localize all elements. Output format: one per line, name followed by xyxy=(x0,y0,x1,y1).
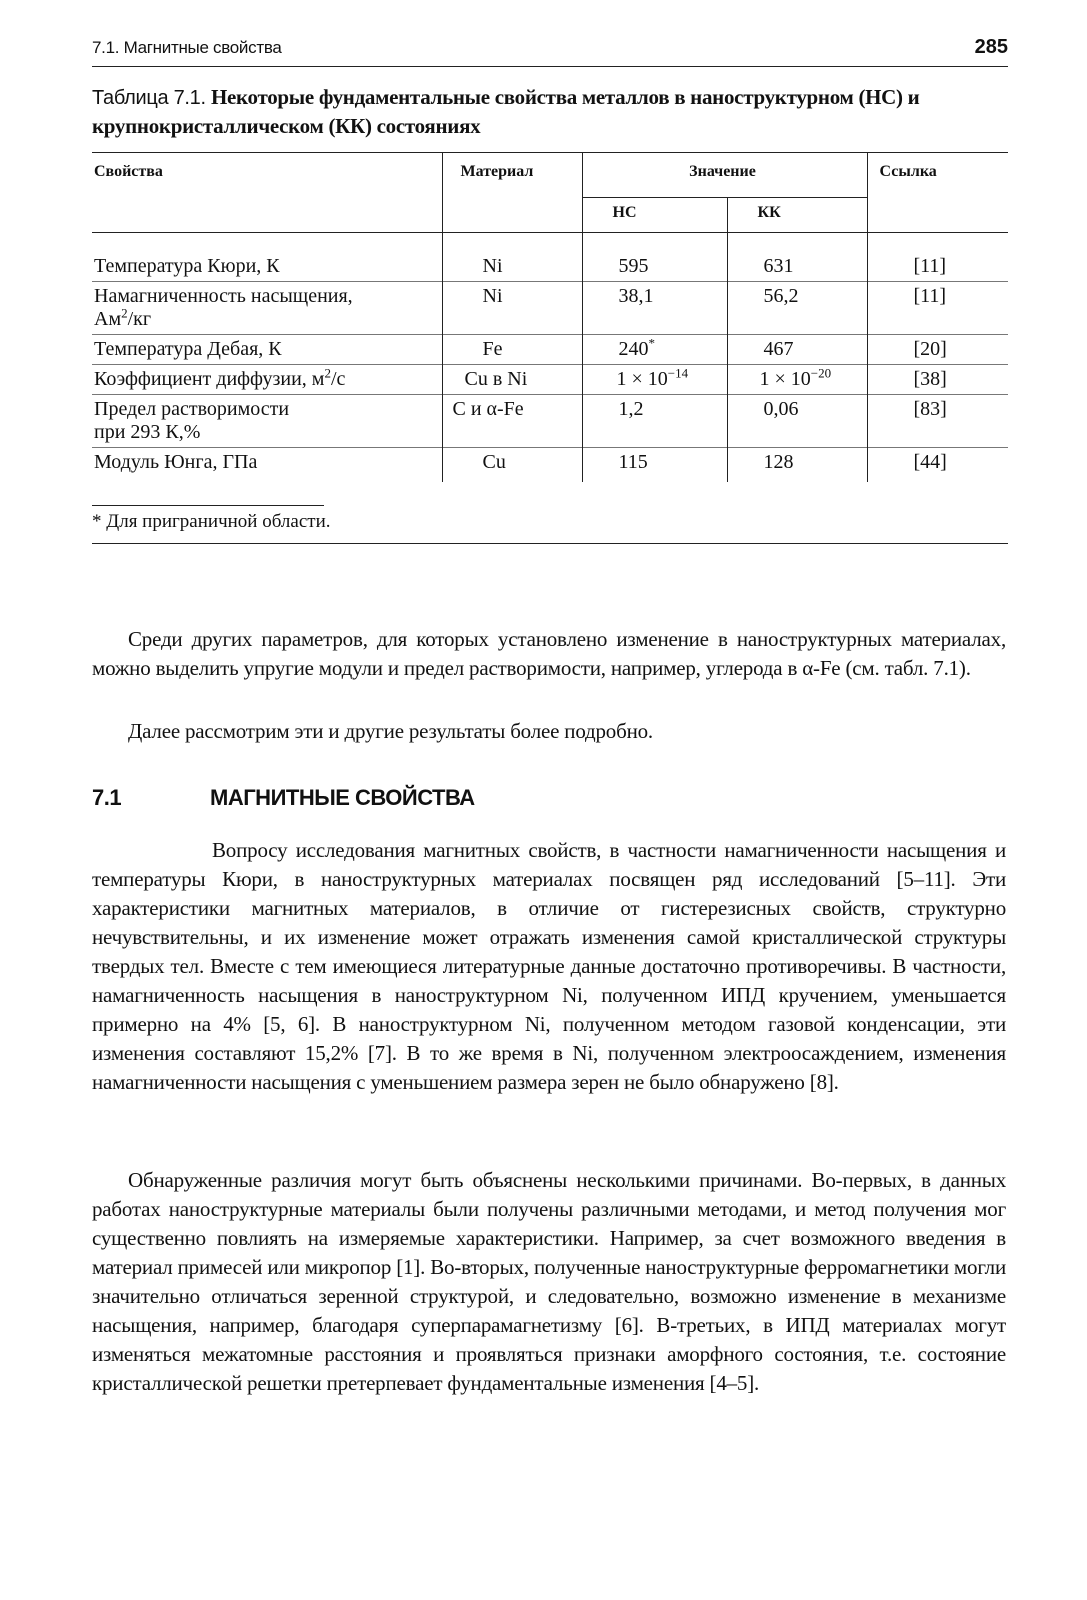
cell-ns xyxy=(582,335,727,365)
cell-reference: [20] xyxy=(867,335,1008,365)
cell-kk: 128 xyxy=(727,448,867,483)
cell-reference: [38] xyxy=(867,365,1008,395)
header-material: Материал xyxy=(442,153,582,233)
section-title: МАГНИТНЫЕ СВОЙСТВА xyxy=(210,785,475,810)
cell-property xyxy=(92,282,442,335)
table-caption-label: Таблица 7.1. xyxy=(92,87,206,109)
cell-reference: [11] xyxy=(867,233,1008,282)
cell-property-unit: Ам xyxy=(94,308,122,330)
cell-property-exponent: 2 xyxy=(121,305,128,321)
cell-property: Модуль Юнга, ГПа xyxy=(94,451,258,473)
cell-kk-value: 1 × 10 xyxy=(759,368,811,390)
cell-property xyxy=(92,365,442,395)
table-row xyxy=(92,335,1008,365)
cell-ns: 115 xyxy=(582,448,727,483)
page-number: 285 xyxy=(974,36,1008,58)
cell-reference: [83] xyxy=(867,395,1008,448)
table-row xyxy=(92,395,1008,448)
cell-property-line1: Предел растворимости xyxy=(94,398,290,420)
cell-property: Температура Кюри, К xyxy=(94,255,280,277)
cell-ns xyxy=(582,365,727,395)
cell-kk xyxy=(727,365,867,395)
cell-ns: 595 xyxy=(582,233,727,282)
cell-material: Fe xyxy=(442,335,582,365)
cell-kk-exponent: −20 xyxy=(810,365,832,381)
table-row xyxy=(92,448,1008,483)
cell-material: Cu xyxy=(442,448,582,483)
table-row xyxy=(92,233,1008,282)
cell-material: Cu в Ni xyxy=(442,365,582,395)
paragraph: Обнаруженные различия могут быть объяснены несколькими причинами. Во-первых, в данных работах наноструктурные материалы были получены различными методами, и метод получения мог существенно повлиять на измеряемые характеристики. Например, за счет возможного введения в материал примесей или микропор [1]. Во-вторых, полученные наноструктурные ферромагнетики могли значительно отличаться зеренной структурой, и следовательно, возможно изменение в механизме насыщения, например, благодаря суперпарамагнетизму [6]. В-третьих, в ИПД материалах могут изменяться межатомные расстояния и проявляться признаки аморфного состояния, т.е. состояние кристаллической решетки претерпевает фундаментальные изменения [4–5]. xyxy=(92,1168,1006,1395)
cell-property-text: Коэффициент диффузии, м xyxy=(94,368,325,390)
cell-property: Температура Дебая, К xyxy=(94,338,282,360)
paragraph: Вопросу исследования магнитных свойств, в частности намагниченности насыщения и температуры Кюри, в наноструктурных материалах посвящен ряд исследований [5–11]. Эти характеристики магнитных материалов, в отличие от гистерезисных свойств, структурно нечувствительны, и их изменение может отражать изменения самой кристаллической структуры твердых тел. Вместе с тем имеющиеся литературные данные достаточно противоречивы. В частности, намагниченность насыщения в наноструктурном Ni, полученном ИПД кручением, уменьшается примерно на 4% [5, 6]. В наноструктурном Ni, полученном методом газовой конденсации, эти изменения составляют 15,2% [7]. В то же время в Ni, полученном электроосаждением, изменения намагниченности насыщения с уменьшением размера зерен не было обнаружено [8]. xyxy=(92,838,1006,1094)
cell-property-unit-tail: /с xyxy=(330,368,346,390)
cell-property xyxy=(92,395,442,448)
section-number: 7.1 xyxy=(92,785,122,810)
cell-ns-value: 1 × 10 xyxy=(616,368,668,390)
table-row xyxy=(92,365,1008,395)
cell-property-exponent: 2 xyxy=(324,365,331,381)
properties-table xyxy=(92,152,1008,482)
cell-ns-value: 240 xyxy=(618,338,649,360)
cell-ns-footnote-mark: * xyxy=(648,335,655,351)
cell-kk: 56,2 xyxy=(727,282,867,335)
cell-reference: [11] xyxy=(867,282,1008,335)
cell-ns-exponent: −14 xyxy=(667,365,689,381)
cell-reference: [44] xyxy=(867,448,1008,483)
table-end-rule xyxy=(92,543,1008,544)
header-kk: КК xyxy=(727,198,867,233)
table-caption-title: Некоторые фундаментальные свойства металлов в наноструктурном (НС) и крупнокристаллическом (КК) состояниях xyxy=(92,85,920,138)
table-row xyxy=(92,282,1008,335)
header-reference: Ссылка xyxy=(867,153,1008,233)
running-header xyxy=(92,36,1008,67)
cell-material: С и α-Fe xyxy=(442,395,582,448)
footnote-rule xyxy=(92,505,324,506)
paragraph: Среди других параметров, для которых установлено изменение в наноструктурных материалах, можно выделить упругие модули и предел растворимости, например, углерода в α-Fe (см. табл. 7.1). xyxy=(92,627,1006,680)
cell-property-unit-tail: /кг xyxy=(127,308,152,330)
header-ns: НС xyxy=(582,198,727,233)
header-property: Свойства xyxy=(94,163,163,180)
cell-property-line1: Намагниченность насыщения, xyxy=(94,285,353,307)
cell-property-line2: при 293 К,% xyxy=(94,421,201,443)
cell-ns: 1,2 xyxy=(582,395,727,448)
cell-ns: 38,1 xyxy=(582,282,727,335)
cell-material: Ni xyxy=(442,282,582,335)
running-header-section: 7.1. Магнитные свойства xyxy=(92,38,282,57)
cell-kk: 631 xyxy=(727,233,867,282)
cell-kk: 467 xyxy=(727,335,867,365)
table-caption xyxy=(92,83,1008,140)
table-footnote: * Для приграничной области. xyxy=(92,511,331,532)
header-value: Значение xyxy=(582,153,867,198)
section-heading xyxy=(92,785,475,811)
cell-material: Ni xyxy=(442,233,582,282)
cell-kk: 0,06 xyxy=(727,395,867,448)
paragraph: Далее рассмотрим эти и другие результаты более подробно. xyxy=(128,719,653,743)
